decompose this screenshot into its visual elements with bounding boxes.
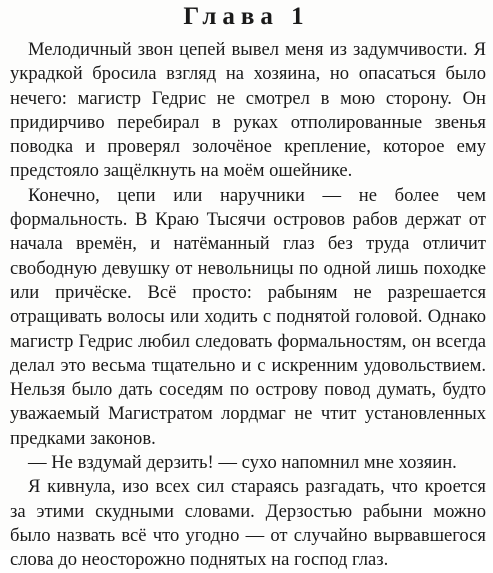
paragraph-3: — Не вздумай дерзить! — сухо напомнил мне хозяин. <box>28 452 457 474</box>
paragraph-4: Я кивнула, изо всех сил стараясь разгадать, что кроется за этими скудными словами. Дерзостью рабыни можно было назвать всё что угодно — от случайно вырвавшегося слова до неосторожно поднятых на господ глаз. <box>10 476 486 571</box>
paragraph-1: Мелодичный звон цепей вывел меня из задумчивости. Я украдкой бросила взгляд на хозяина, но опасаться было нечего: магистр Гедрис не смотрел в мою сторону. Он придирчиво перебирал в руках отполированные звенья поводка и проверял золочёное крепление, которое ему предстояло защёлкнуть на моём ошейнике. <box>10 39 486 182</box>
chapter-body <box>10 38 486 573</box>
paragraph-2: Конечно, цепи или наручники — не более чем формальность. В Краю Тысячи островов рабов держат от начала времён, и натёманный глаз без труда отличит свободную девушку от невольницы по одной лишь походке или причёске. Всё просто: рабыням не разрешается отращивать волосы или ходить с поднятой головой. Однако магистр Гедрис любил следовать формальностям, он всегда делал это весьма тщательно и с искренним удовольствием. Нельзя было дать соседям по острову повод думать, будто уважаемый Магистратом лордмаг не чтит установленных предками законов. <box>10 184 486 449</box>
chapter-title: Глава 1 <box>183 3 310 30</box>
